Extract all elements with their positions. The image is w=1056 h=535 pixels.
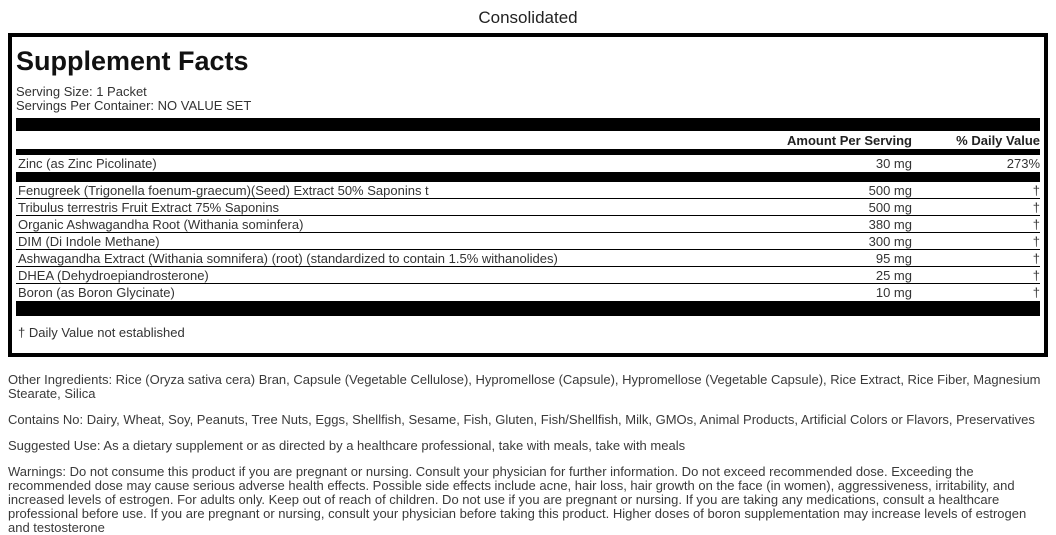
supplement-facts-title: Supplement Facts: [16, 46, 249, 76]
ingredient-amount: 25 mg: [875, 267, 912, 283]
ingredient-amount: 500 mg: [868, 182, 912, 198]
ingredient-row-fenugreek: [16, 182, 1040, 199]
daily-value-footnote: † Daily Value not established: [18, 325, 185, 340]
ingredient-row-boron: [16, 284, 1040, 301]
ingredient-daily-value: †: [1032, 182, 1040, 198]
ingredient-daily-value: †: [1032, 267, 1040, 283]
ingredient-name: Boron (as Boron Glycinate): [18, 285, 175, 300]
ingredient-name: Ashwagandha Extract (Withania somnifera) (root) (standardized to contain 1.5% withanolides): [18, 250, 558, 266]
ingredient-name: Tribulus terrestris Fruit Extract 75% Saponins: [18, 199, 280, 215]
ingredient-daily-value: †: [1032, 285, 1040, 300]
serving-size: Serving Size: 1 Packet: [16, 84, 147, 99]
ingredient-daily-value: †: [1032, 199, 1040, 215]
nutrient-daily-value: 273%: [1006, 156, 1040, 171]
warnings-text: Warnings: Do not consume this product if you are pregnant or nursing. Consult your physician for further information. Do not exceed recommended dose. Exceeding the recommended dose may cause serious adverse health effects. Possible side effects include acne, hair loss, hair growth on the face (in women), aggressiveness, irritability, and increased levels of estrogen. For adults only. Keep out of reach of children. Do not use if you are pregnant or nursing. If you are taking any medications, consult a healthcare professional before use. If you are pregnant or nursing, consult your physician before taking this product. Higher doses of boron supplementation may increase levels of estrogen and testosterone: [8, 464, 1027, 535]
servings-per-container: Servings Per Container: NO VALUE SET: [16, 98, 252, 113]
ingredient-amount: 500 mg: [868, 199, 912, 215]
ingredient-row-organic-ashwagandha: [16, 216, 1040, 233]
ingredient-name: DIM (Di Indole Methane): [18, 233, 160, 249]
ingredient-amount: 380 mg: [868, 216, 912, 232]
ingredient-name: Fenugreek (Trigonella foenum-graecum)(Seed) Extract 50% Saponins t: [18, 182, 429, 198]
amount-per-serving-header: Amount Per Serving: [787, 132, 912, 148]
contains-no-text: Contains No: Dairy, Wheat, Soy, Peanuts, Tree Nuts, Eggs, Shellfish, Sesame, Fish, Gluten, Fish/Shellfish, Milk, GMOs, Animal Products, Artificial Colors or Flavors, Preservatives: [8, 412, 1035, 427]
ingredient-row-dim: [16, 233, 1040, 250]
nutrient-amount: 30 mg: [875, 156, 912, 171]
ingredient-name: Organic Ashwagandha Root (Withania sominfera): [18, 216, 304, 232]
nutrient-row-zinc: [16, 155, 1040, 172]
separator-bar-middle: [16, 172, 1040, 182]
supplement-facts-panel: [8, 33, 1048, 357]
column-header-row: [16, 131, 1040, 149]
page-title: Consolidated: [478, 8, 578, 27]
separator-bar-bottom: [16, 301, 1040, 316]
suggested-use-text: Suggested Use: As a dietary supplement or as directed by a healthcare professional, take with meals, take with meals: [8, 438, 686, 453]
other-ingredients-text: Other Ingredients: Rice (Oryza sativa cera) Bran, Capsule (Vegetable Cellulose), Hypromellose (Capsule), Hypromellose (Vegetable Capsule), Rice Extract, Rice Fiber, Magnesium Stearate, Silica: [8, 372, 1041, 401]
daily-value-header: % Daily Value: [956, 132, 1040, 148]
nutrient-name: Zinc (as Zinc Picolinate): [18, 156, 157, 171]
ingredient-amount: 300 mg: [868, 233, 912, 249]
separator-bar-top: [16, 118, 1040, 131]
ingredient-amount: 95 mg: [875, 250, 912, 266]
ingredient-daily-value: †: [1032, 216, 1040, 232]
ingredient-amount: 10 mg: [875, 285, 912, 300]
ingredient-daily-value: †: [1032, 250, 1040, 266]
details-section: [8, 373, 1048, 535]
ingredient-row-dhea: [16, 267, 1040, 284]
ingredient-row-tribulus: [16, 199, 1040, 216]
ingredient-daily-value: †: [1032, 233, 1040, 249]
ingredient-name: DHEA (Dehydroepiandrosterone): [18, 267, 209, 283]
ingredient-row-ashwagandha-extract: [16, 250, 1040, 267]
